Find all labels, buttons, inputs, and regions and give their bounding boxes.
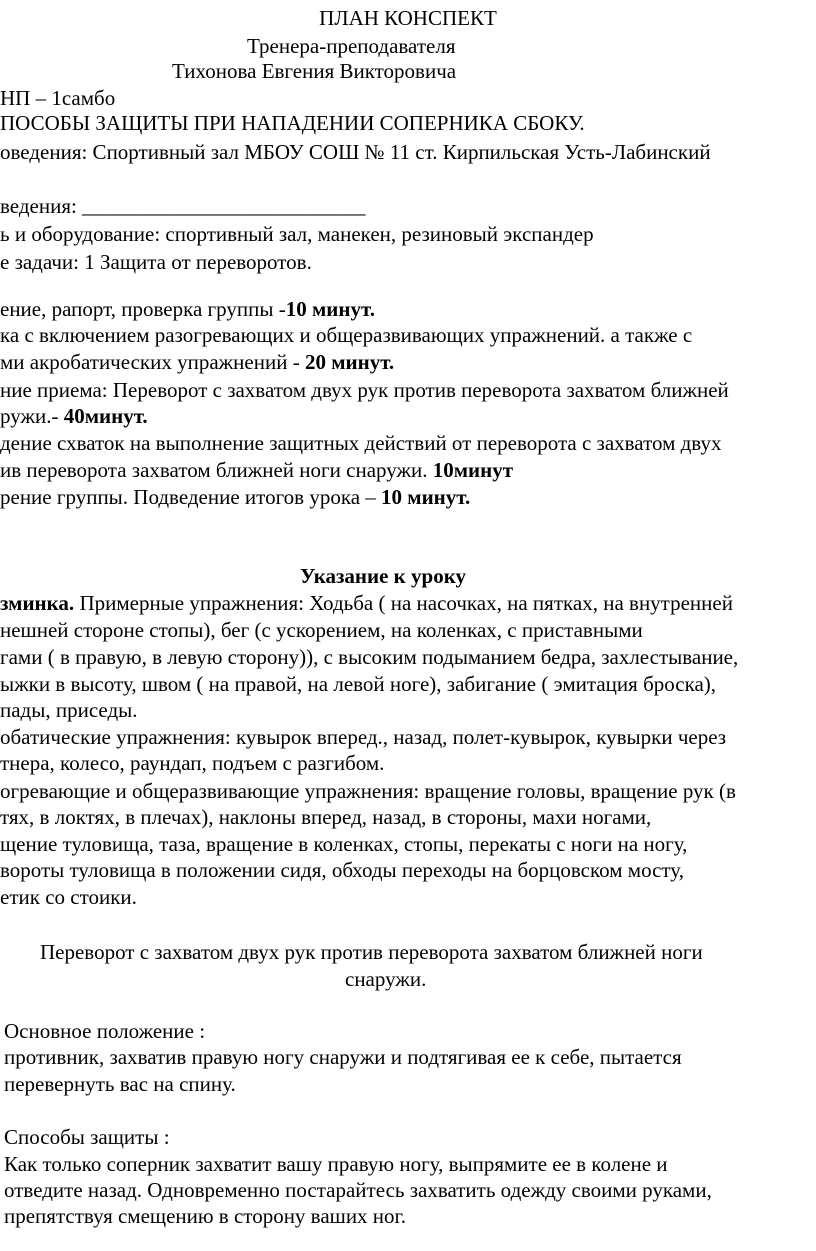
instruction-line: обатические упражнения: кувырок вперед., назад, полет-кувырок, кувырки через (0, 725, 727, 749)
technique-title: Переворот с захватом двух рук против переворота захватом ближней ноги (40, 940, 703, 964)
position-label: Основное положение : (4, 1019, 206, 1043)
plan-item: ив переворота захватом ближней ноги снаружи. 10минут (0, 458, 514, 482)
plan-item: ми акробатических упражнений - 20 минут. (0, 350, 395, 374)
document-subtitle: Тренера-преподавателя (247, 34, 456, 58)
instruction-line: пады, приседы. (0, 698, 138, 722)
tasks-line: е задачи: 1 Защита от переворотов. (0, 250, 312, 274)
date-line: ведения: ___________________________ (0, 194, 366, 218)
instruction-line: гами ( в правую, в левую сторону)), с высоким подыманием бедра, захлестывание, (0, 645, 739, 669)
instruction-line: огревающие и общеразвивающие упражнения: вращение головы, вращение рук (в (0, 779, 736, 803)
instruction-line: ыжки в высоту, швом ( на правой, на левой ноге), забигание ( эмитация броска), (0, 672, 717, 696)
plan-item: ка с включением разогревающих и общеразвивающих упражнений. а также с (0, 323, 693, 347)
coach-name: Тихонова Евгения Викторовича (172, 59, 457, 83)
technique-title-cont: снаружи. (345, 967, 427, 991)
position-line: перевернуть вас на спину. (4, 1072, 236, 1096)
instructions-heading: Указание к уроку (300, 564, 467, 588)
instruction-line: етик со стоики. (0, 885, 137, 909)
position-line: противник, захватив правую ногу снаружи и подтягивая ее к себе, пытается (4, 1045, 682, 1069)
defense-label: Способы защиты : (4, 1125, 170, 1149)
defense-line: препятствуя смещению в сторону ваших ног. (4, 1204, 407, 1228)
defense-line: отведите назад. Одновременно постарайтесь захватить одежду своими руками, (4, 1178, 712, 1202)
plan-item: ение, рапорт, проверка группы -10 минут. (0, 297, 375, 321)
plan-item: дение схваток на выполнение защитных действий от переворота с захватом двух (0, 431, 722, 455)
instruction-line: щение туловища, таза, вращение в коленках, стопы, перекаты с ноги на ногу, (0, 832, 688, 856)
instruction-line: вороты туловища в положении сидя, обходы переходы на борцовском мосту, (0, 858, 684, 882)
plan-item: ружи.- 40минут. (0, 404, 148, 428)
topic-line: ПОСОБЫ ЗАЩИТЫ ПРИ НАПАДЕНИИ СОПЕРНИКА СБОКУ. (0, 111, 585, 135)
instruction-line: тях, в локтях, в плечах), наклоны вперед, назад, в стороны, махи ногами, (0, 805, 652, 829)
plan-item: рение группы. Подведение итогов урока – 10 минут. (0, 485, 471, 509)
group-line: НП – 1самбо (0, 86, 116, 110)
warmup-label: зминка. (0, 591, 75, 615)
equipment-line: ь и оборудование: спортивный зал, манекен, резиновый экспандер (0, 222, 594, 246)
instruction-line: тнера, колесо, раундап, подъем с разгибом. (0, 751, 385, 775)
place-line: оведения: Спортивный зал МБОУ СОШ № 11 ст. Кирпильская Усть-Лабинский (0, 140, 711, 164)
instruction-line: нешней стороне стопы), бег (с ускорением, на коленках, с приставными (0, 618, 643, 642)
document-title: ПЛАН КОНСПЕКТ (319, 6, 497, 30)
defense-line: Как только соперник захватит вашу правую ногу, выпрямите ее в колене и (4, 1152, 668, 1176)
warmup-line: зминка. Примерные упражнения: Ходьба ( на насочках, на пятках, на внутренней (0, 591, 733, 615)
plan-item: ние приема: Переворот с захватом двух рук против переворота захватом ближней (0, 378, 729, 402)
